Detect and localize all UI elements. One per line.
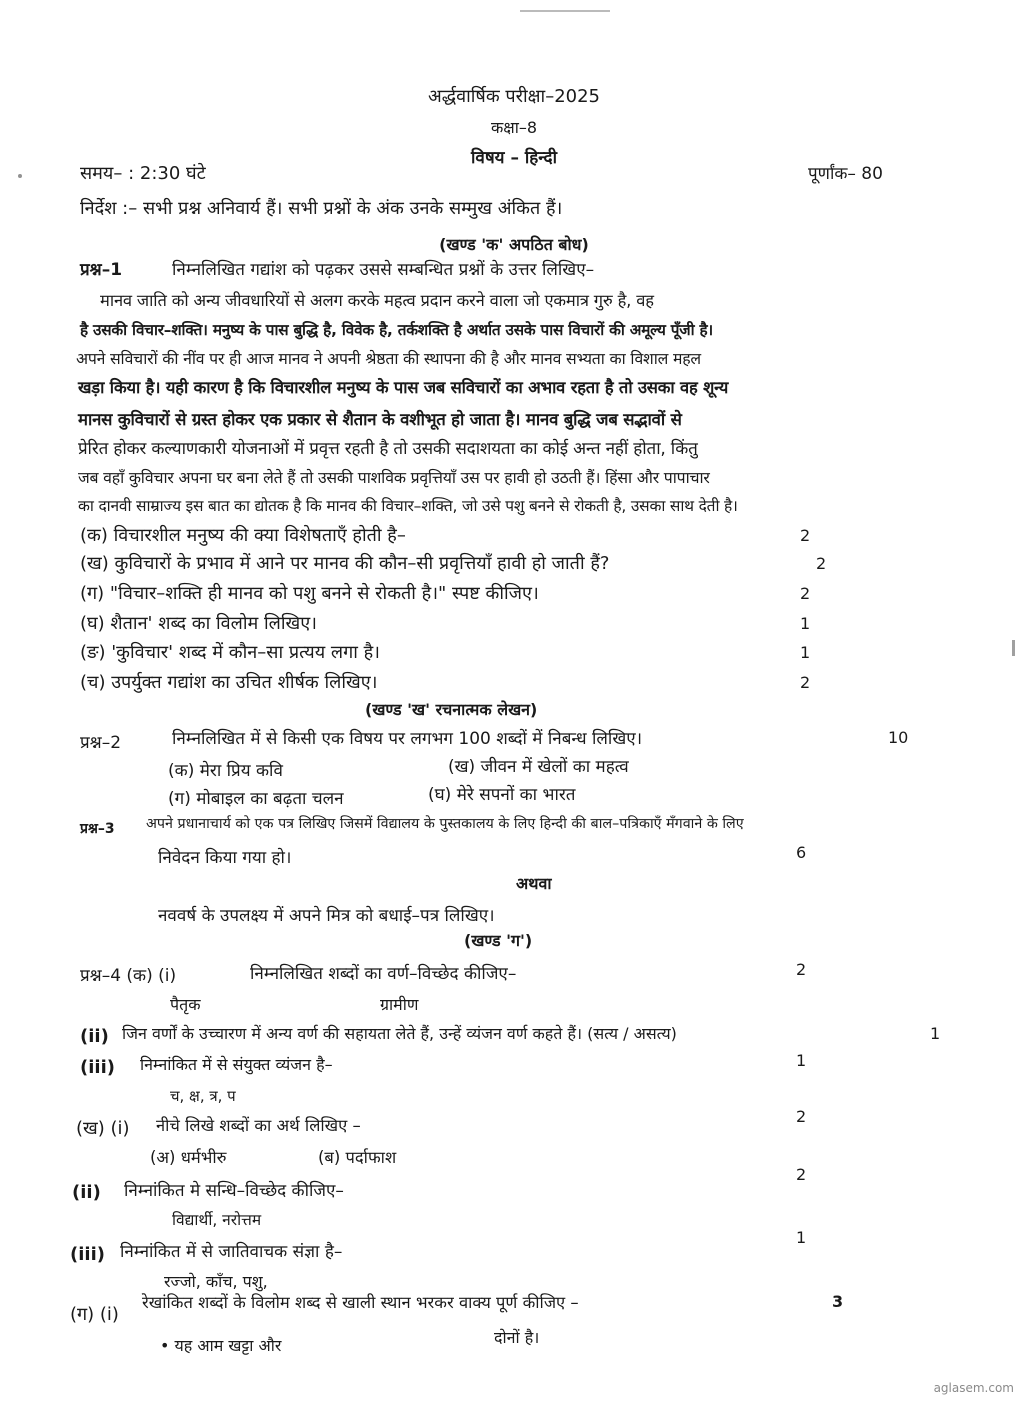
q2-option-ka: (क) मेरा प्रिय कवि (168, 761, 283, 781)
q4-b-iii-text: निम्नांकित में से जातिवाचक संज्ञा है– (120, 1242, 343, 1262)
q4-a-iii-text: निम्नांकित में से संयुक्त व्यंजन है– (140, 1055, 333, 1074)
q4-b-ii-num: (ii) (72, 1182, 101, 1203)
q1-sub-gha: (घ) शैतान' शब्द का विलोम लिखिए। (80, 613, 317, 634)
q4-b-i-num: (ख) (i) (76, 1118, 130, 1139)
passage-line: प्रेरित होकर कल्याणकारी योजनाओं में प्रवृत्त रहती है तो उसकी सदाशयता का कोई अन्त नहीं होता, किंतु (78, 439, 698, 459)
passage-line: खड़ा किया है। यही कारण है कि विचारशील मनुष्य के पास जब सविचारों का अभाव रहता है तो उसका वह शून्य (78, 378, 729, 397)
passage-line: है उसकी विचार–शक्ति। मनुष्य के पास बुद्धि है, विवेक है, तर्कशक्ति है अर्थात उसके पास विचारों की अमूल्य पूँजी है। (80, 321, 714, 339)
q2-option-ga: (ग) मोबाइल का बढ़ता चलन (168, 789, 344, 809)
passage-line: का दानवी साम्राज्य इस बात का द्योतक है कि मानव की विचार–शक्ति, जो उसे पशु बनने से रोकती है, उसका साथ देती है। (78, 497, 738, 515)
q1-sub-ka: (क) विचारशील मनुष्य की क्या विशेषताएँ होती है– (80, 525, 406, 546)
scan-smudge (18, 174, 22, 178)
exam-title: अर्द्धवार्षिक परीक्षा–2025 (427, 86, 601, 107)
q1-sub-ga-marks: 2 (800, 584, 811, 603)
q2-option-gha: (घ) मेरे सपनों का भारत (428, 785, 576, 805)
q4-a-ii-num: (ii) (80, 1026, 109, 1047)
q4-b-ii-marks: 2 (796, 1165, 807, 1184)
q1-label: प्रश्न–1 (80, 260, 123, 280)
q4-word-2: ग्रामीण (380, 995, 419, 1014)
max-marks: पूर्णांक– 80 (808, 164, 883, 184)
q4-a-ii-text: जिन वर्णों के उच्चारण में अन्य वर्ण की सहायता लेते हैं, उन्हें व्यंजन वर्ण कहते हैं। (सत्य / असत्य) (122, 1024, 677, 1043)
passage-line: मानस कुविचारों से ग्रस्त होकर एक प्रकार से शैतान के वशीभूत हो जाता है। मानव बुद्धि जब सद्भावों से (78, 409, 682, 429)
q1-sub-ka-marks: 2 (800, 526, 811, 545)
q3-line1: अपने प्रधानाचार्य को एक पत्र लिखिए जिसमें विद्यालय के पुस्तकालय के लिए हिन्दी की बाल–पत्रिकाएँ मँगवाने के लिए (146, 816, 744, 832)
section-a-title: (खण्ड 'क' अपठित बोध) (439, 235, 589, 254)
time-label: समय– : 2:30 घंटे (80, 163, 206, 184)
q1-sub-ga: (ग) "विचार–शक्ति ही मानव को पशु बनने से रोकती है।" स्पष्ट कीजिए। (80, 583, 539, 604)
passage-line: जब वहाँ कुविचार अपना घर बना लेते हैं तो उसकी पाशविक प्रवृत्तियाँ उस पर हावी हो उठती हैं। हिंसा और पापाचार (78, 468, 710, 487)
q4-label: प्रश्न–4 (क) (i) (80, 966, 177, 986)
q1-sub-cha: (च) उपर्युक्त गद्यांश का उचित शीर्षक लिखिए। (80, 672, 378, 693)
watermark: aglasem.com (933, 1381, 1014, 1395)
passage-line: मानव जाति को अन्य जीवधारियों से अलग करके महत्व प्रदान करने वाला जो एकमात्र गुरु है, वह (100, 291, 654, 310)
q2-label: प्रश्न–2 (80, 733, 122, 753)
q1-sub-kha: (ख) कुविचारों के प्रभाव में आने पर मानव की कौन–सी प्रवृत्तियाँ हावी हो जाती हैं? (80, 553, 610, 574)
q4-b-iii-marks: 1 (796, 1228, 807, 1247)
q1-text: निम्नलिखित गद्यांश को पढ़कर उससे सम्बन्धित प्रश्नों के उत्तर लिखिए– (172, 260, 595, 280)
q4-b-i-opt-b: (ब) पर्दाफाश (318, 1148, 397, 1167)
section-c-title: (खण्ड 'ग') (464, 931, 533, 950)
q4-b-i-marks: 2 (796, 1107, 807, 1126)
section-b-title: (खण्ड 'ख' रचनात्मक लेखन) (365, 700, 538, 719)
q4-b-i-text: नीचे लिखे शब्दों का अर्थ लिखिए – (156, 1116, 361, 1135)
q4-b-ii-text: निम्नांकित मे सन्धि–विच्छेद कीजिए– (124, 1181, 344, 1201)
subject-label: विषय – हिन्दी (471, 148, 557, 168)
q3-line2: निवेदन किया गया हो। (158, 848, 292, 868)
q2-text: निम्नलिखित में से किसी एक विषय पर लगभग 100 शब्दों में निबन्ध लिखिए। (172, 729, 643, 749)
q4-a-iii-marks: 1 (796, 1051, 807, 1070)
q4-b-iii-words: रज्जो, काँच, पशु, (164, 1272, 268, 1291)
q1-sub-cha-marks: 2 (800, 673, 811, 692)
q1-sub-nga: (ङ) 'कुविचार' शब्द में कौन–सा प्रत्यय लगा है। (80, 642, 380, 663)
q4-b-i-opt-a: (अ) धर्मभीरु (150, 1148, 227, 1167)
q4-a-iii-num: (iii) (80, 1057, 115, 1078)
q4-word-1: पैतृक (170, 995, 201, 1014)
q1-sub-gha-marks: 1 (800, 614, 811, 633)
q2-option-kha: (ख) जीवन में खेलों का महत्व (448, 757, 629, 777)
passage-line: अपने सविचारों की नींव पर ही आज मानव ने अपनी श्रेष्ठता की स्थापना की है और मानव सभ्यता का विशाल महल (76, 349, 701, 368)
q4-c-i-marks: 3 (832, 1292, 844, 1311)
scan-smudge (520, 10, 610, 12)
q3-marks: 6 (796, 843, 807, 862)
scan-smudge (1012, 640, 1015, 656)
q4-b-iii-num: (iii) (70, 1244, 105, 1265)
q4-c-i-text: रेखांकित शब्दों के विलोम शब्द से खाली स्थान भरकर वाक्य पूर्ण कीजिए – (142, 1293, 579, 1312)
q4-marks: 2 (796, 960, 807, 979)
class-label: कक्षा–8 (490, 118, 538, 137)
q4-c-i-bullet-end: दोनों है। (494, 1328, 540, 1347)
q4-c-i-bullet: • यह आम खट्टा और (160, 1336, 282, 1355)
q3-alt: नववर्ष के उपलक्ष्य में अपने मित्र को बधाई–पत्र लिखिए। (158, 906, 495, 926)
instructions: निर्देश :– सभी प्रश्न अनिवार्य हैं। सभी प्रश्नों के अंक उनके सम्मुख अंकित हैं। (80, 198, 563, 219)
q1-sub-kha-marks: 2 (816, 554, 827, 573)
q4-a-iii-options: च, क्ष, त्र, प (170, 1087, 236, 1105)
q1-sub-nga-marks: 1 (800, 643, 811, 662)
q2-marks: 10 (888, 728, 909, 747)
q3-label: प्रश्न–3 (80, 821, 115, 837)
q3-or: अथवा (516, 874, 552, 893)
q4-b-ii-words: विद्यार्थी, नरोत्तम (172, 1211, 262, 1229)
q4-text: निम्नलिखित शब्दों का वर्ण–विच्छेद कीजिए– (250, 964, 517, 984)
q4-a-ii-marks: 1 (930, 1024, 941, 1043)
q4-c-i-num: (ग) (i) (70, 1304, 119, 1325)
